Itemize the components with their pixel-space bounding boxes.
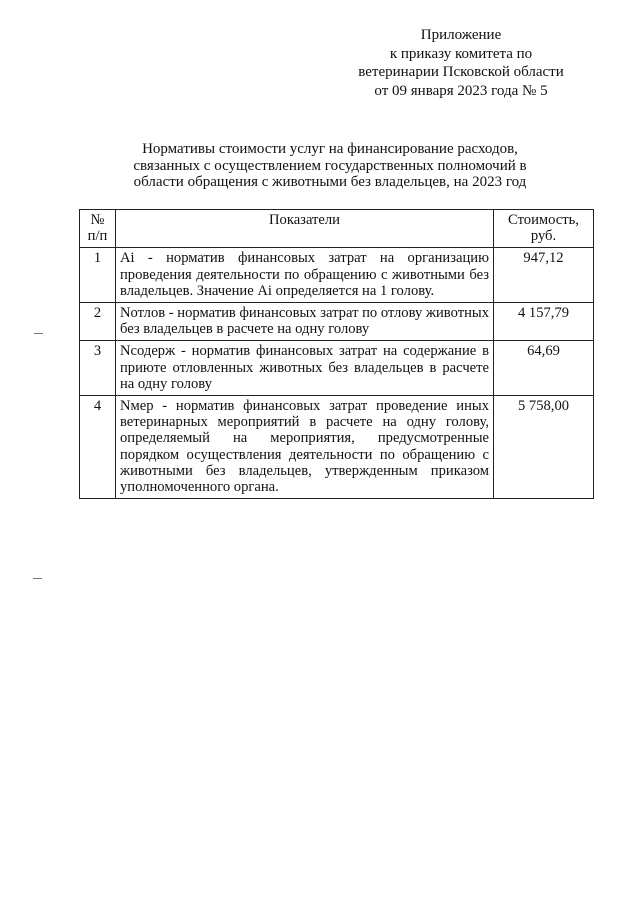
table-row bbox=[80, 396, 594, 499]
row-cost: 947,12 bbox=[494, 248, 594, 303]
document-title bbox=[100, 141, 560, 191]
table-row bbox=[80, 341, 594, 396]
title-line-3: области обращения с животными без владельцев, на 2023 год bbox=[133, 174, 527, 190]
appendix-header bbox=[330, 26, 592, 100]
row-indicator: Nсодерж - норматив финансовых затрат на содержание в приюте отловленных животных без владельцев в расчете на одну голову bbox=[116, 341, 494, 396]
row-cost: 4 157,79 bbox=[494, 303, 594, 341]
row-cost: 64,69 bbox=[494, 341, 594, 396]
appendix-title: Приложение bbox=[420, 27, 502, 43]
row-number: 3 bbox=[80, 341, 116, 396]
row-number: 2 bbox=[80, 303, 116, 341]
title-line-1: Нормативы стоимости услуг на финансирование расходов, bbox=[142, 141, 518, 157]
norms-table bbox=[79, 209, 594, 499]
header-cost: Стоимость, руб. bbox=[494, 210, 594, 248]
appendix-order-ref: к приказу комитета по bbox=[389, 45, 533, 62]
header-number: № п/п bbox=[80, 210, 116, 248]
row-indicator: Nмер - норматив финансовых затрат проведение иных ветеринарных мероприятий в расчете на одну голову, определяемый на мероприятия, предусмотренные порядком осуществления деятельности по обращению с животными без владельцев, утвержденным приказом уполномоченного органа. bbox=[116, 396, 494, 499]
table-row bbox=[80, 303, 594, 341]
table-header-row bbox=[80, 210, 594, 248]
row-number: 1 bbox=[80, 248, 116, 303]
row-indicator: Nотлов - норматив финансовых затрат по отлову животных без владельцев в расчете на одну голову bbox=[116, 303, 494, 341]
scan-artifact-mark bbox=[33, 578, 42, 579]
row-number: 4 bbox=[80, 396, 116, 499]
scan-artifact-mark bbox=[34, 333, 43, 334]
title-line-2: связанных с осуществлением государственных полномочий в bbox=[133, 157, 527, 174]
header-indicator: Показатели bbox=[116, 210, 494, 248]
row-indicator: Ai - норматив финансовых затрат на организацию проведения деятельности по обращению с животными без владельцев. Значение Ai определяется на 1 голову. bbox=[116, 248, 494, 303]
appendix-committee: ветеринарии Псковской области bbox=[358, 64, 564, 80]
table-row bbox=[80, 248, 594, 303]
appendix-date-number: от 09 января 2023 года № 5 bbox=[374, 82, 548, 99]
row-cost: 5 758,00 bbox=[494, 396, 594, 499]
